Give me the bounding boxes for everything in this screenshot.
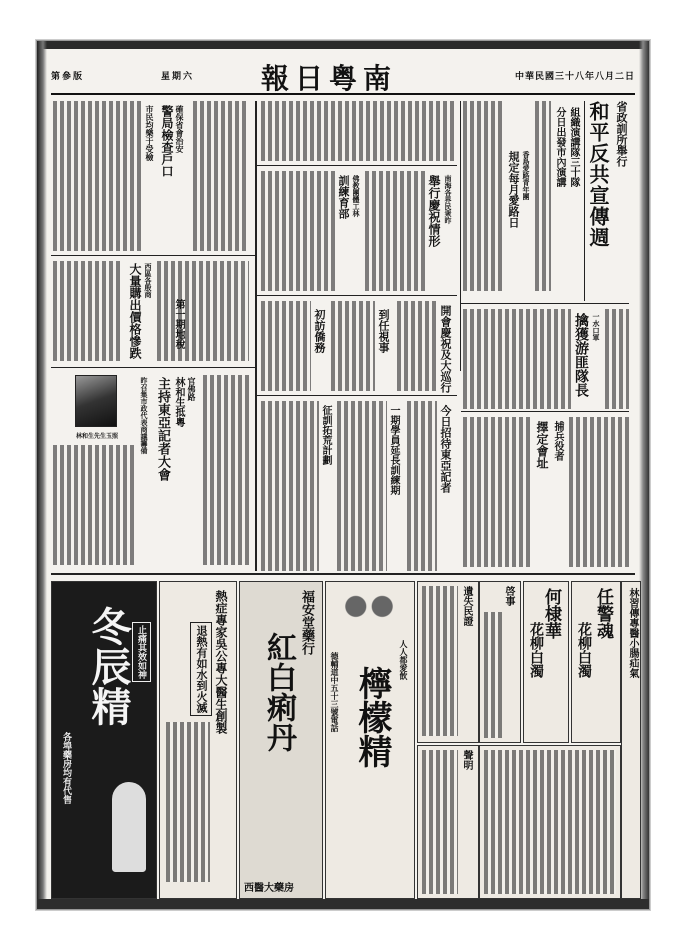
row-rule: [461, 411, 629, 412]
headline-kicker: 官佛路: [187, 377, 197, 401]
row-rule: [51, 255, 257, 256]
page-header: [51, 57, 635, 95]
article-text: [261, 101, 457, 161]
article-text: [53, 261, 123, 361]
children-illustration: [336, 588, 402, 634]
ad-footer-text: 各埠藥房均有代售: [61, 732, 71, 804]
notice-text: [422, 586, 458, 736]
article-text: [463, 101, 505, 291]
ad-ren-jinghun: [571, 581, 621, 743]
portrait-photo: [75, 375, 117, 427]
ad-slogan-box: 止痛其效如神: [132, 622, 151, 682]
headline-kicker: 南海各界民衆昨: [444, 175, 453, 224]
article-text: [193, 101, 249, 251]
issue-date: 中華民國三十八年八月二日: [514, 72, 635, 82]
article-text: [463, 309, 571, 409]
headline-main: 和平反共宣傳週: [586, 101, 610, 248]
headline-main: 今日招待東亞記者: [439, 405, 452, 493]
masthead-title: 報日粤南: [261, 62, 398, 95]
article-text: [331, 301, 375, 391]
article-text: [535, 101, 551, 291]
article-text: [407, 401, 437, 571]
column-rule: [255, 101, 256, 571]
ad-notice: [417, 581, 479, 743]
notice-text: [422, 750, 458, 894]
ad-lin-xichuan: [621, 581, 641, 899]
ad-footer-text: 西醫大藥房: [244, 883, 294, 894]
headline-main: 征訓拓荒計劃: [320, 405, 331, 465]
ad-doctor-name: 任警魂: [593, 588, 613, 639]
article-text: [365, 171, 425, 291]
ad-doctor-name: 林習傳專醫小腸疝氣: [627, 588, 638, 678]
ad-hongbai: [239, 581, 323, 899]
ad-notice: [417, 745, 479, 899]
ad-wugong: [159, 581, 237, 899]
headline-kicker: 香島愛路青年團: [522, 151, 531, 200]
ad-product-name: 檸檬精: [352, 666, 392, 768]
scan-edge-top: [37, 41, 649, 49]
headline-kicker: 省政訓所舉行: [615, 101, 628, 167]
page-number: 第參版: [51, 72, 85, 82]
row-rule: [257, 165, 457, 166]
headline-main: 擒獲游匪隊長: [573, 313, 589, 397]
headline-main: 規定每月愛路日: [507, 151, 520, 228]
scan-edge-left: [37, 41, 47, 909]
article-text: [203, 375, 249, 565]
article-text: [605, 309, 629, 409]
headline-main: 一期學員延長訓練期: [388, 405, 399, 495]
newspaper-page: [36, 40, 650, 910]
ad-specialty: 花柳白濁: [576, 622, 592, 678]
column-rule: [460, 101, 461, 371]
headline-sub: 分日出發市內演講: [554, 107, 565, 187]
article-text: [261, 171, 335, 291]
headline-main: 舉行慶祝情形: [427, 175, 441, 247]
headline-sub: 昨召集市政代表商議籌備: [140, 377, 149, 454]
headline-main: 訓練育部: [337, 175, 350, 219]
notice-text: [484, 612, 502, 738]
article-text: [463, 417, 533, 567]
ad-text: [166, 722, 210, 882]
ad-dongchen: [51, 581, 157, 899]
headline-main: 開會慶祝及大巡行: [439, 305, 452, 393]
row-rule: [257, 395, 457, 396]
ad-tagline: 人人都愛飲: [399, 640, 409, 680]
headline-main: 林和生抵粵: [173, 377, 184, 427]
article-text: [569, 417, 629, 567]
headline-kicker: 一水口軍: [592, 313, 601, 341]
headline-sub: 組織演講隊三十隊: [568, 107, 579, 187]
article-text: [53, 101, 141, 251]
article-text: [53, 445, 137, 565]
column-rule: [584, 101, 585, 301]
headline-kicker: 佛教團體工林: [352, 175, 361, 217]
notice-title: 遺失民證: [461, 586, 472, 626]
headline-kicker: 西區各殷商: [144, 263, 153, 298]
notice-title: 聲明: [461, 750, 472, 770]
classified-text: [484, 750, 616, 894]
scan-edge-bottom: [37, 899, 649, 909]
headline-main: 第一期地稅: [173, 299, 184, 349]
mascot-figure: [112, 782, 146, 872]
row-rule: [461, 303, 629, 304]
headline-main: 到任視事: [377, 309, 390, 353]
notice-title: 啓事: [503, 586, 514, 606]
article-text: [261, 401, 319, 571]
headline-sub: 市民均樂于受檢: [145, 105, 155, 161]
ad-section-rule: [51, 573, 635, 575]
ad-address: 德輔道中五十三號電話: [330, 652, 340, 732]
ad-headline: 福安堂藥行: [299, 590, 314, 655]
headline-main: 大量購出價格慘跌: [128, 263, 142, 359]
ad-lemon: [325, 581, 415, 899]
article-text: [337, 401, 387, 571]
row-rule: [257, 295, 457, 296]
column-rule: [256, 101, 257, 571]
ad-classifieds: [479, 745, 621, 899]
headline-main: 警局檢查戶口: [160, 105, 174, 177]
weekday: 星期六: [161, 72, 195, 82]
ad-product-name: 冬辰精: [85, 606, 132, 726]
row-rule: [51, 367, 257, 368]
photo-caption: 林和生先生玉照: [75, 433, 118, 440]
ad-notice: [479, 581, 521, 743]
headline-main: 捕兵役者: [552, 421, 563, 461]
ad-specialty: 花柳白濁: [528, 622, 544, 678]
ad-slogan-box: 退熱有如水到火滅: [190, 622, 212, 716]
headline-main: 擇定會址: [535, 421, 549, 469]
headline-kicker: 確保省會治安: [175, 105, 185, 153]
headline-main: 主持東亞記者大會: [155, 377, 170, 481]
ad-product-name: 紅白痢丹: [261, 632, 296, 752]
headline-main: 初訪僑務: [313, 309, 326, 353]
ad-he-dihua: [523, 581, 569, 743]
article-text: [397, 301, 437, 391]
ad-headline: 熱症專家吳公專大醫生創製: [214, 590, 228, 734]
ad-doctor-name: 何棣華: [541, 588, 561, 639]
article-text: [261, 301, 311, 391]
